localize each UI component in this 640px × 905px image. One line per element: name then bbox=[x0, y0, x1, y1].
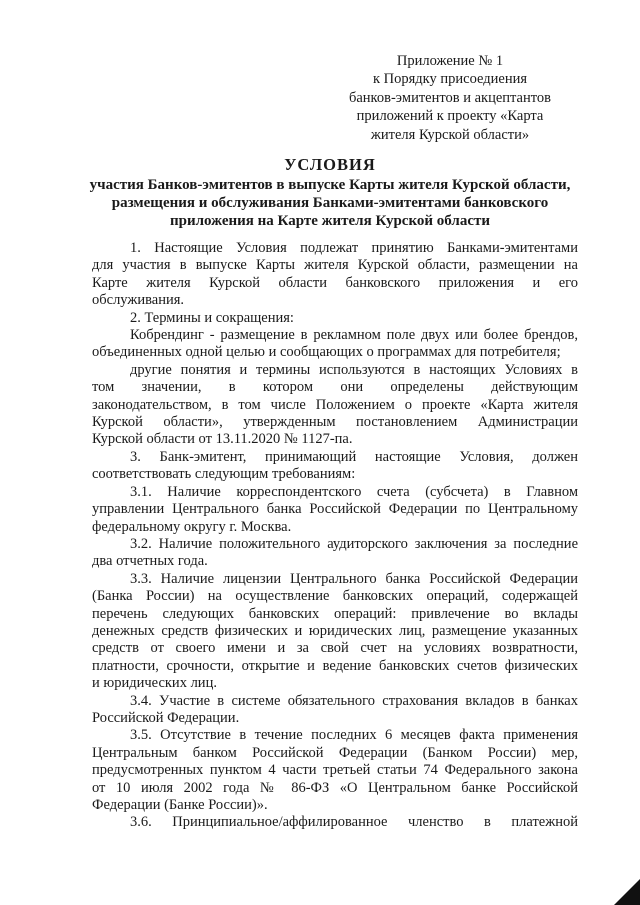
paragraph-line: 3.5. Отсутствие в течение последних 6 месяцев факта применения bbox=[130, 727, 578, 744]
paragraph-line: 3.6. Принципиальное/аффилированное членство в платежной bbox=[130, 814, 578, 831]
document-body bbox=[92, 240, 578, 832]
paragraph-line: Карте жителя Курской области банковского приложения и его bbox=[92, 274, 578, 291]
paragraph-line: Кобрендинг - размещение в рекламном поле двух или более брендов, bbox=[130, 327, 578, 344]
paragraph-line: 3.1. Наличие корреспондентского счета (субсчета) в Главном bbox=[130, 483, 578, 500]
paragraph bbox=[92, 693, 578, 728]
paragraph-line: 3.2. Наличие положительного аудиторского заключения за последние bbox=[130, 535, 578, 552]
paragraph-line: для участия в выпуске Карты жителя Курской области, размещении на bbox=[92, 257, 578, 274]
title-main: УСЛОВИЯ bbox=[284, 155, 376, 174]
paragraph-line: Российской Федерации. bbox=[92, 709, 240, 726]
paragraph-line: и юридических лиц. bbox=[92, 675, 217, 692]
paragraph bbox=[92, 362, 578, 449]
paragraph-line: другие понятия и термины используются в настоящих Условиях в bbox=[130, 361, 578, 378]
paragraph bbox=[92, 310, 578, 327]
paragraph-line: платности, срочности, открытие и ведение банковских счетов физических bbox=[92, 657, 578, 674]
paragraph-line: федеральному округу г. Москва. bbox=[92, 518, 292, 535]
paragraph bbox=[92, 536, 578, 571]
paragraph-line: обслуживания. bbox=[92, 292, 185, 309]
appendix-line: банков-эмитентов и акцептантов bbox=[348, 89, 551, 106]
paragraph-line: два отчетных года. bbox=[92, 553, 208, 570]
paragraph bbox=[92, 814, 578, 831]
title-line: размещения и обслуживания Банками-эмитентами банковского bbox=[111, 195, 549, 211]
paragraph-line: средств от своего имени и за свой счет на условиях возвратности, bbox=[92, 640, 578, 657]
appendix-line: приложений к проекту «Карта bbox=[356, 108, 544, 125]
appendix-line: жителя Курской области» bbox=[370, 126, 530, 143]
paragraph-line: 3.3. Наличие лицензии Центрального банка Российской Федерации bbox=[130, 570, 578, 587]
paragraph-line: том значении, в котором они определены действующим bbox=[92, 379, 578, 396]
appendix-line: Приложение № 1 bbox=[396, 53, 504, 69]
paragraph-line: предусмотренных пунктом 4 части третьей статьи 74 Федерального закона bbox=[92, 762, 578, 779]
paragraph bbox=[92, 449, 578, 484]
paragraph bbox=[92, 571, 578, 693]
paragraph-line: Курской области», утвержденным постановлением Администрации bbox=[92, 414, 578, 431]
paragraph-line: Центральным банком Российской Федерации (Банком России) мер, bbox=[92, 744, 578, 761]
title-line: приложения на Карте жителя Курской области bbox=[169, 213, 491, 229]
document-title bbox=[60, 156, 600, 230]
appendix-line: к Порядку присоедиения bbox=[372, 71, 528, 88]
paragraph-line: перечень следующих банковских операций: привлечение во вклады bbox=[92, 605, 578, 622]
paragraph-line: Курской области от 13.11.2020 № 1127-па. bbox=[92, 431, 353, 448]
paragraph-line: 3.4. Участие в системе обязательного страхования вкладов в банках bbox=[130, 692, 578, 709]
paragraph-line: денежных средств физических и юридических лиц, размещение указанных bbox=[92, 622, 578, 639]
appendix-header bbox=[300, 52, 600, 144]
paragraph-line: соответствовать следующим требованиям: bbox=[92, 466, 356, 483]
paragraph bbox=[92, 327, 578, 362]
paragraph-line: 2. Термины и сокращения: bbox=[130, 309, 294, 326]
paragraph bbox=[92, 727, 578, 814]
paragraph-line: (Банка России) на осуществление банковских операций, содержащей bbox=[92, 588, 578, 605]
paragraph bbox=[92, 484, 578, 536]
paragraph-line: законодательством, в том числе Положением о проекте «Карта жителя bbox=[92, 396, 578, 413]
paragraph-line: от 10 июля 2002 года № 86-ФЗ «О Центральном банке Российской bbox=[92, 779, 578, 796]
paragraph-line: 1. Настоящие Условия подлежат принятию Банками-эмитентами bbox=[130, 240, 578, 256]
paragraph-line: управлении Центрального банка Российской Федерации по Центральному bbox=[92, 501, 578, 518]
title-line: участия Банков-эмитентов в выпуске Карты жителя Курской области, bbox=[89, 177, 571, 193]
paragraph-line: объединенных одной целью и сообщающих о программах для потребителя; bbox=[92, 344, 561, 361]
scan-corner-mark bbox=[614, 879, 640, 905]
paragraph bbox=[92, 240, 578, 310]
paragraph-line: 3. Банк-эмитент, принимающий настоящие Условия, должен bbox=[130, 448, 578, 465]
paragraph-line: Федерации (Банке России)». bbox=[92, 797, 268, 813]
